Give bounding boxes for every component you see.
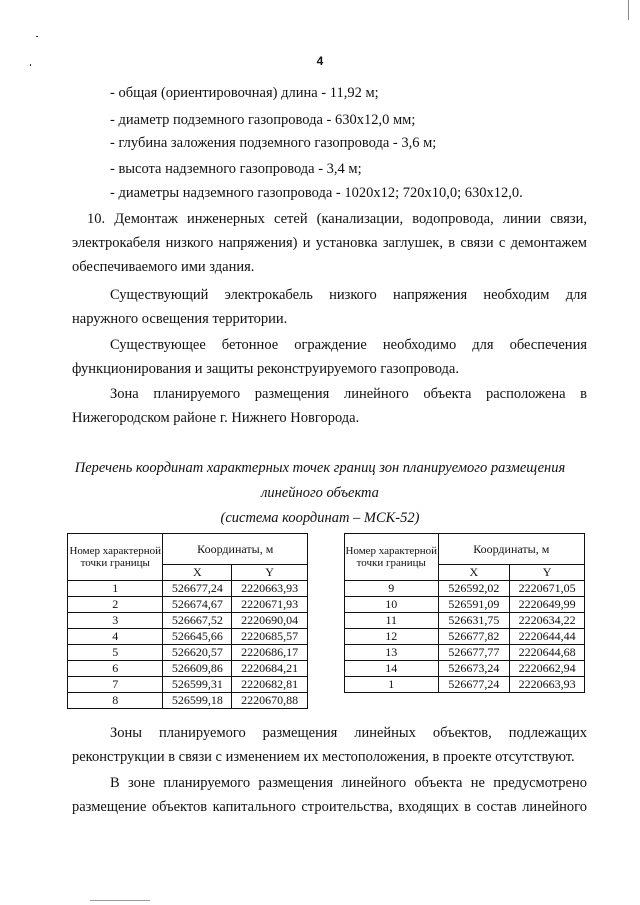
scan-edge-line <box>628 0 629 20</box>
table-row <box>345 629 585 645</box>
cell-coord-x: 526592,02 <box>438 581 510 597</box>
table-heading-line1: Перечень координат характерных точек границ зон планируемого размещения <box>74 460 566 476</box>
cell-point-number: 14 <box>345 661 439 677</box>
header-x: X <box>163 565 232 581</box>
para-zones-line1: Зоны планируемого размещения линейных объектов, подлежащих <box>110 725 587 741</box>
para-fence-line1: Существующее бетонное ограждение необходимо для обеспечения <box>110 337 587 353</box>
table-row <box>345 613 585 629</box>
para10-line1: 10. Демонтаж инженерных сетей (канализации, водопровода, линии связи, <box>87 211 587 227</box>
para-zones-line2: реконструкции в связи с изменением их местоположения, в проекте отсутствуют. <box>72 749 575 765</box>
cell-coord-y: 2220686,17 <box>232 645 308 661</box>
table-heading-line3: (система координат – МСК-52) <box>220 510 420 526</box>
cell-point-number: 9 <box>345 581 439 597</box>
cell-coord-y: 2220690,04 <box>232 613 308 629</box>
para-cable-line1: Существующий электрокабель низкого напряжения необходим для <box>110 287 587 303</box>
cell-coord-y: 2220649,99 <box>510 597 585 613</box>
cell-point-number: 12 <box>345 629 439 645</box>
table-row <box>345 597 585 613</box>
cell-coord-x: 526631,75 <box>438 613 510 629</box>
table-row <box>68 597 308 613</box>
cell-point-number: 4 <box>68 629 163 645</box>
cell-coord-y: 2220685,57 <box>232 629 308 645</box>
cell-coord-x: 526674,67 <box>163 597 232 613</box>
cell-point-number: 6 <box>68 661 163 677</box>
cell-coord-y: 2220644,68 <box>510 645 585 661</box>
header-point: Номер характерной точки границы <box>68 534 163 581</box>
coords-table-left <box>67 533 308 709</box>
table-row <box>68 581 308 597</box>
cell-coord-y: 2220684,21 <box>232 661 308 677</box>
para10-line2: электрокабеля низкого напряжения) и установка заглушек, в связи с демонтажем <box>72 235 587 251</box>
cell-coord-y: 2220663,93 <box>510 677 585 693</box>
para-zone-line2: Нижегородском районе г. Нижнего Новгорода. <box>72 410 360 426</box>
para-fence-line2: функционирования и защиты реконструируемого газопровода. <box>72 361 459 377</box>
cell-coord-y: 2220682,81 <box>232 677 308 693</box>
cell-coord-x: 526609,86 <box>163 661 232 677</box>
coords-table-right <box>344 533 585 693</box>
header-point: Номер характерной точки границы <box>345 534 439 581</box>
header-x: X <box>438 565 510 581</box>
cell-point-number: 13 <box>345 645 439 661</box>
cell-coord-x: 526677,24 <box>438 677 510 693</box>
cell-coord-y: 2220671,05 <box>510 581 585 597</box>
para-cable-line2: наружного освещения территории. <box>72 311 288 327</box>
cell-point-number: 8 <box>68 693 163 709</box>
cell-point-number: 5 <box>68 645 163 661</box>
cell-coord-x: 526645,66 <box>163 629 232 645</box>
cell-coord-y: 2220644,44 <box>510 629 585 645</box>
cell-coord-x: 526599,31 <box>163 677 232 693</box>
header-coords: Координаты, м <box>438 534 584 565</box>
list-item-height: - высота надземного газопровода - 3,4 м; <box>110 161 362 177</box>
cell-coord-y: 2220670,88 <box>232 693 308 709</box>
cell-coord-x: 526591,09 <box>438 597 510 613</box>
table-row <box>345 581 585 597</box>
table-row <box>345 677 585 693</box>
cell-coord-x: 526677,24 <box>163 581 232 597</box>
header-y: Y <box>232 565 308 581</box>
para10-line3: обеспечиваемого ими здания. <box>72 259 255 275</box>
list-item-length: - общая (ориентировочная) длина - 11,92 м; <box>110 85 379 101</box>
table-row <box>68 693 308 709</box>
cell-coord-x: 526667,52 <box>163 613 232 629</box>
page-number: 4 <box>316 54 324 68</box>
list-item-depth: - глубина заложения подземного газопровода - 3,6 м; <box>110 135 437 151</box>
table-row <box>68 645 308 661</box>
table-row <box>68 677 308 693</box>
table-row <box>68 629 308 645</box>
para-last-line1: В зоне планируемого размещения линейного объекта не предусмотрено <box>110 775 587 791</box>
cell-point-number: 1 <box>345 677 439 693</box>
para-zone-line1: Зона планируемого размещения линейного объекта расположена в <box>110 386 587 402</box>
header-coords: Координаты, м <box>163 534 308 565</box>
cell-coord-y: 2220663,93 <box>232 581 308 597</box>
para-last-line2: размещение объектов капитального строительства, входящих в состав линейного <box>72 799 587 815</box>
cell-coord-y: 2220662,94 <box>510 661 585 677</box>
scan-speck <box>30 64 31 66</box>
cell-point-number: 3 <box>68 613 163 629</box>
table-row <box>345 661 585 677</box>
cell-coord-x: 526620,57 <box>163 645 232 661</box>
cell-coord-y: 2220634,22 <box>510 613 585 629</box>
cell-coord-x: 526677,82 <box>438 629 510 645</box>
table-row <box>345 645 585 661</box>
table-row <box>68 661 308 677</box>
cell-coord-x: 526673,24 <box>438 661 510 677</box>
cell-point-number: 7 <box>68 677 163 693</box>
list-item-diameters: - диаметры надземного газопровода - 1020х12; 720х10,0; 630х12,0. <box>110 185 523 201</box>
cell-coord-y: 2220671,93 <box>232 597 308 613</box>
list-item-diameter: - диаметр подземного газопровода - 630х12,0 мм; <box>110 112 416 128</box>
scan-speck <box>36 36 38 37</box>
cell-coord-x: 526599,18 <box>163 693 232 709</box>
header-y: Y <box>510 565 585 581</box>
cell-point-number: 11 <box>345 613 439 629</box>
cell-point-number: 10 <box>345 597 439 613</box>
scan-edge-line <box>90 900 150 901</box>
cell-coord-x: 526677,77 <box>438 645 510 661</box>
cell-point-number: 2 <box>68 597 163 613</box>
cell-point-number: 1 <box>68 581 163 597</box>
table-heading-line2: линейного объекта <box>261 485 379 501</box>
table-row <box>68 613 308 629</box>
